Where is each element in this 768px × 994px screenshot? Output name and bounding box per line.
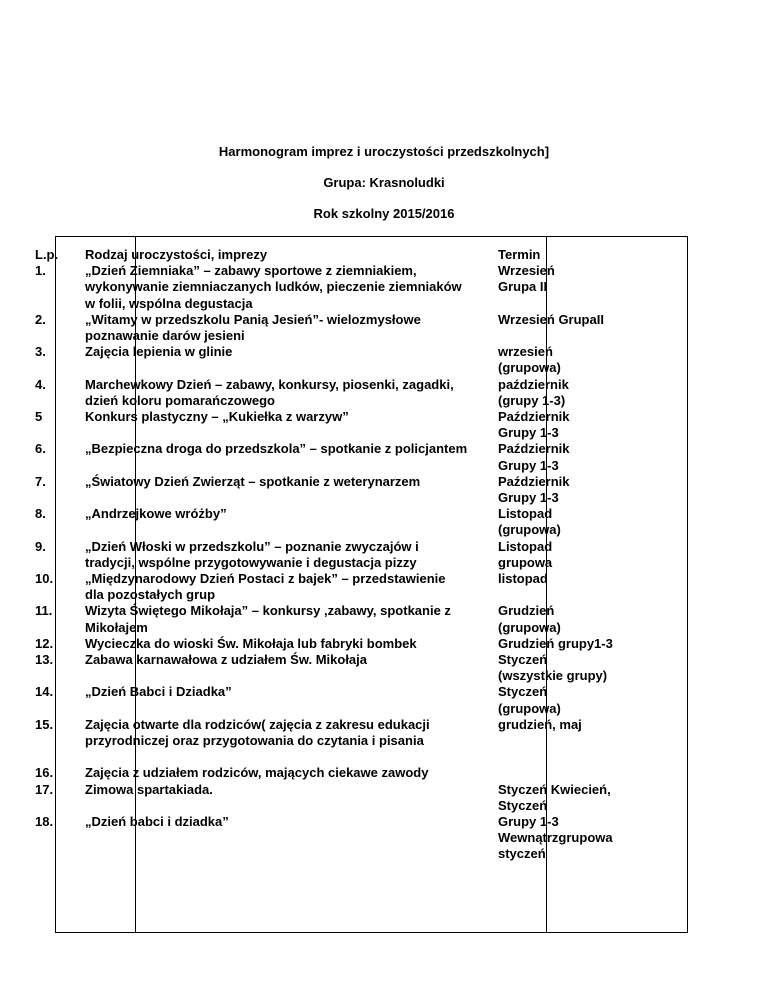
row-term: (grupowa)	[498, 700, 561, 716]
row-term: grupowa	[498, 554, 553, 570]
row-number: 10.	[35, 571, 54, 586]
row-number: 14.	[35, 684, 54, 700]
row-term: Grupy 1-3	[498, 814, 559, 829]
row-event: przyrodniczej oraz przygotowania do czytania i pisania	[85, 733, 424, 748]
row-term: grudzień, maj	[498, 716, 582, 732]
column-header-term: Termin	[498, 247, 541, 262]
row-term: listopad	[498, 571, 548, 586]
row-number: 3.	[35, 344, 46, 360]
row-number: 17.	[35, 781, 54, 797]
row-term: Wewnątrzgrupowa	[498, 830, 613, 846]
row-event: „Witamy w przedszkolu Panią Jesień”- wielozmysłowe	[85, 311, 421, 327]
row-term: Styczeń	[498, 797, 548, 813]
row-number: 9.	[35, 538, 46, 554]
row-event: Mikołajem	[85, 619, 148, 635]
row-event: Zabawa karnawałowa z udziałem Św. Mikołaja	[85, 652, 368, 667]
row-event: w folii, wspólna degustacja	[85, 295, 253, 311]
row-event: wykonywanie ziemniaczanych ludków, pieczenie ziemniaków	[85, 279, 462, 295]
row-number: 5	[35, 409, 43, 424]
row-event: Konkurs plastyczny – „Kukiełka z warzyw”	[85, 409, 349, 424]
row-number: 8.	[35, 506, 46, 522]
row-event: Zajęcia lepienia w glinie	[85, 344, 233, 360]
row-term: Październik	[498, 409, 570, 424]
row-term: październik	[498, 376, 569, 392]
row-term: Listopad	[498, 506, 553, 522]
row-term: (grupowa)	[498, 360, 561, 376]
row-term: Wrzesień	[498, 263, 555, 279]
row-event: „Bezpieczna droga do przedszkola” – spotkanie z policjantem	[85, 441, 468, 457]
row-term: Listopad	[498, 538, 553, 554]
row-term: Grupy 1-3	[498, 457, 559, 473]
row-event: Marchewkowy Dzień – zabawy, konkursy, piosenki, zagadki,	[85, 376, 454, 392]
row-event: Wycieczka do wioski Św. Mikołaja lub fabryki bombek	[85, 635, 417, 651]
row-term: Wrzesień GrupaII	[498, 311, 604, 327]
row-term: wrzesień	[498, 344, 553, 360]
row-event: Zajęcia otwarte dla rodziców( zajęcia z zakresu edukacji	[85, 716, 430, 732]
row-number: 4.	[35, 376, 46, 392]
row-event: tradycji, wspólne przygotowywanie i degustacja pizzy	[85, 554, 417, 570]
row-number: 18.	[35, 814, 54, 829]
row-number: 13.	[35, 652, 54, 667]
row-number: 7.	[35, 473, 46, 489]
document-title: Harmonogram imprez i uroczystości przedszkolnych]	[218, 144, 550, 159]
row-term: (grupowa)	[498, 522, 561, 538]
row-event: dzień koloru pomarańczowego	[85, 392, 275, 408]
row-event: „Dzień Włoski w przedszkolu” – poznanie zwyczajów i	[85, 538, 419, 554]
row-event: „Dzień Babci i Dziadka”	[85, 684, 232, 700]
row-event: dla pozostałych grup	[85, 587, 216, 603]
row-event: „Międzynarodowy Dzień Postaci z bajek” – przedstawienie	[85, 571, 446, 586]
row-term: Październik	[498, 473, 570, 489]
row-number: 1.	[35, 263, 46, 279]
row-number: 2.	[35, 311, 46, 327]
row-event: poznawanie darów jesieni	[85, 328, 245, 343]
row-event: „Andrzejkowe wróżby”	[85, 506, 227, 522]
row-number: 15.	[35, 716, 54, 732]
row-number: 16.	[35, 765, 54, 781]
row-term: Grudzień	[498, 603, 555, 619]
row-number: 11.	[35, 603, 53, 619]
group-name: Grupa: Krasnoludki	[323, 175, 445, 190]
row-event: Zimowa spartakiada.	[85, 781, 213, 797]
row-event: Wizyta Świętego Mikołaja” – konkursy ,zabawy, spotkanie z	[85, 603, 451, 619]
row-term: (grupy 1-3)	[498, 392, 566, 408]
row-term: (wszystkie grupy)	[498, 668, 608, 684]
row-term: styczeń	[498, 846, 546, 862]
row-term: Październik	[498, 441, 570, 457]
column-header-event: Rodzaj uroczystości, imprezy	[85, 247, 268, 262]
row-term: Grudzień grupy1-3	[498, 635, 613, 651]
column-header-lp: L.p.	[35, 247, 59, 262]
row-term: (grupowa)	[498, 619, 561, 635]
row-event: „Dzień babci i dziadka”	[85, 814, 229, 829]
row-term: Styczeń Kwiecień,	[498, 781, 611, 797]
row-term: Styczeń	[498, 652, 548, 667]
row-event: „Światowy Dzień Zwierząt – spotkanie z weterynarzem	[85, 473, 421, 489]
row-term: Grupy 1-3	[498, 425, 559, 441]
row-term: Grupy 1-3	[498, 490, 559, 505]
row-event: „Dzień Ziemniaka” – zabawy sportowe z ziemniakiem,	[85, 263, 417, 279]
row-event: Zajęcia z udziałem rodziców, mających ciekawe zawody	[85, 765, 429, 781]
row-number: 12.	[35, 635, 54, 651]
school-year: Rok szkolny 2015/2016	[313, 206, 455, 221]
row-term: Grupa II	[498, 279, 548, 295]
row-term: Styczeń	[498, 684, 548, 700]
row-number: 6.	[35, 441, 46, 457]
